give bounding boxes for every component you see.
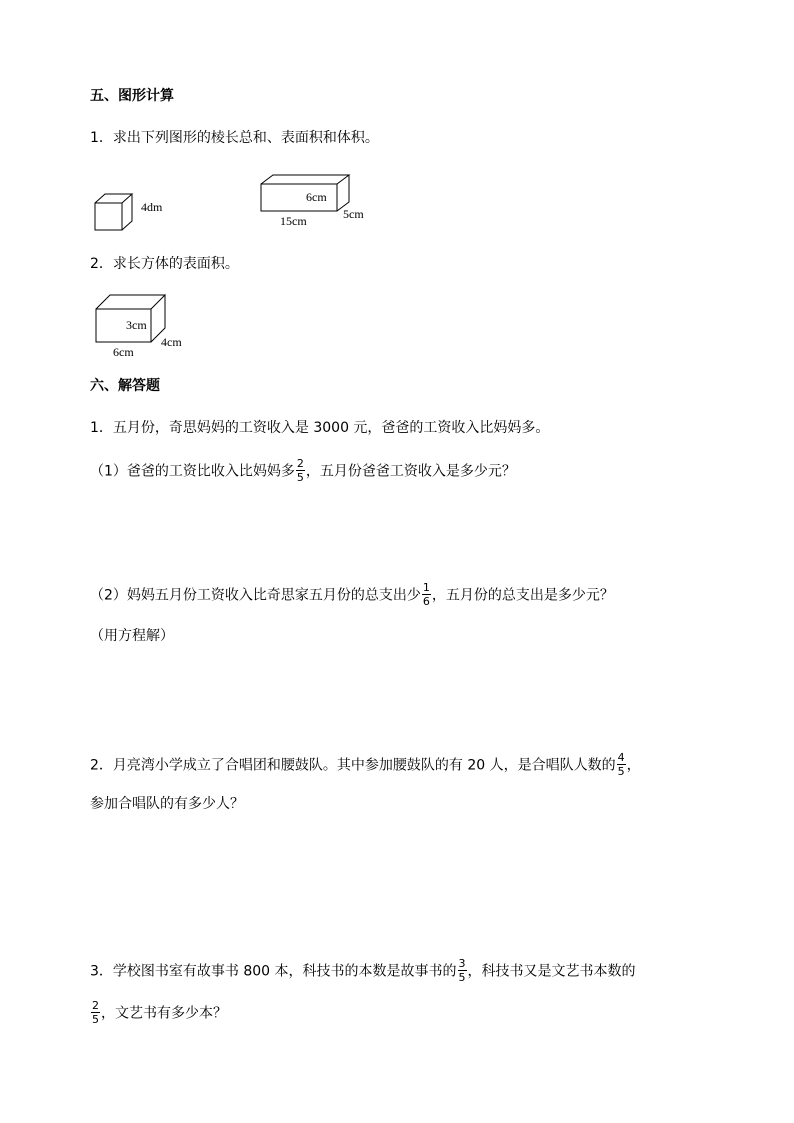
cuboid1-width-label: 5cm: [343, 207, 364, 221]
cuboid2-length-label: 6cm: [113, 345, 134, 359]
question-6-3-line2: [90, 1000, 227, 1027]
sub2-text-before: （2）妈妈五月份工资收入比奇思家五月份的总支出少: [90, 587, 421, 604]
cuboid1-height-label: 6cm: [306, 190, 327, 204]
question-6-2: [90, 752, 641, 779]
cuboid1-length-label: 15cm: [280, 214, 307, 228]
fraction-three-fifths: $\frac{3}{5}$: [458, 957, 466, 984]
cuboid2-width-label: 4cm: [161, 335, 182, 349]
section-heading-word-problems: 六、解答题: [90, 378, 160, 394]
question-5-1: 1．求出下列图形的棱长总和、表面积和体积。: [90, 130, 379, 146]
sub1-text-after: ，五月份爸爸工资收入是多少元？: [305, 463, 516, 480]
q3-text-before: 3．学校图书室有故事书 800 本，科技书的本数是故事书的: [90, 963, 457, 980]
cuboid2-height-label: 3cm: [126, 318, 147, 332]
question-6-1-sub2-note: （用方程解）: [90, 628, 174, 644]
sub1-text-before: （1）爸爸的工资比收入比妈妈多: [90, 463, 295, 480]
q3-text-after: ，文艺书有多少本？: [101, 1005, 227, 1022]
fraction-two-fifths-b: $\frac{2}{5}$: [92, 999, 99, 1026]
question-6-2-line2: 参加合唱队的有多少人？: [90, 796, 244, 812]
q3-text-middle: ，科技书又是文艺书本数的: [467, 963, 636, 980]
fraction-two-fifths: $\frac{2}{5}$: [296, 457, 304, 484]
section-heading-geometry: 五、图形计算: [90, 88, 174, 104]
fraction-one-sixth: $\frac{1}{6}$: [422, 581, 430, 608]
question-6-3: [90, 958, 636, 985]
question-6-1-sub2: [90, 582, 614, 609]
q2-text-before: 2．月亮湾小学成立了合唱团和腰鼓队。其中参加腰鼓队的有 20 人，是合唱队人数的: [90, 757, 616, 774]
question-6-1: 1．五月份，奇思妈妈的工资收入是 3000 元，爸爸的工资收入比妈妈多。: [90, 420, 550, 436]
question-6-1-sub1: [90, 458, 516, 485]
question-5-2: 2．求长方体的表面积。: [90, 256, 239, 272]
fraction-four-fifths: $\frac{4}{5}$: [617, 751, 625, 778]
sub2-text-after: ，五月份的总支出是多少元？: [431, 587, 614, 604]
q2-text-after: ，: [626, 757, 641, 774]
cube-edge-label: 4dm: [141, 200, 163, 214]
